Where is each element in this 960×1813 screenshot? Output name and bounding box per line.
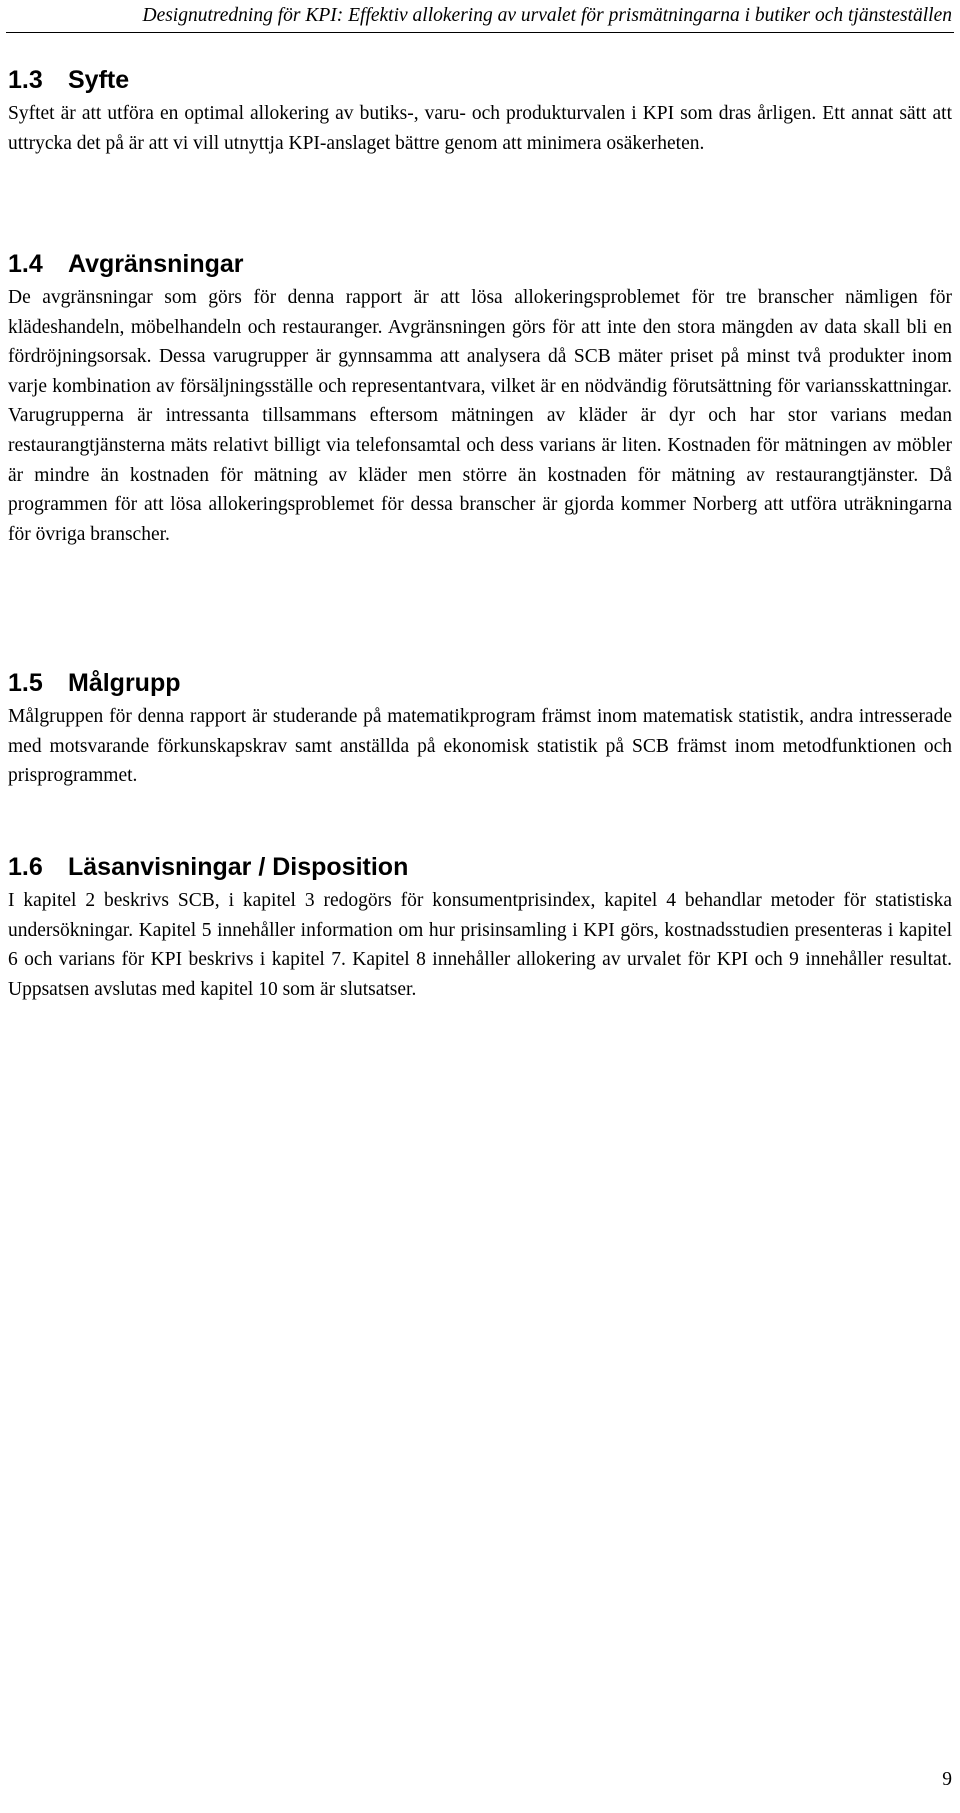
section-heading bbox=[8, 852, 952, 882]
section-number: 1.3 bbox=[8, 66, 43, 94]
page-number: 9 bbox=[942, 1769, 952, 1790]
section-number: 1.5 bbox=[8, 669, 43, 697]
section-lasanvisningar bbox=[8, 852, 952, 1004]
section-heading bbox=[8, 65, 952, 95]
section-number: 1.4 bbox=[8, 250, 43, 278]
section-syfte bbox=[8, 65, 952, 158]
section-avgransningar bbox=[8, 249, 952, 549]
section-number: 1.6 bbox=[8, 853, 43, 881]
section-heading bbox=[8, 249, 952, 279]
section-title: Avgränsningar bbox=[68, 250, 244, 278]
section-title: Läsanvisningar / Disposition bbox=[68, 853, 409, 881]
section-title: Syfte bbox=[68, 66, 130, 94]
header-divider bbox=[6, 32, 954, 33]
section-malgrupp bbox=[8, 668, 952, 791]
section-title: Målgrupp bbox=[68, 669, 181, 697]
section-body: I kapitel 2 beskrivs SCB, i kapitel 3 redogörs för konsumentprisindex, kapitel 4 behandlar metoder för statistiska undersökningar. Kapitel 5 innehåller information om hur prisinsamling i KPI görs, kostnadsstudien presenteras i kapitel 6 och varians för KPI beskrivs i kapitel 7. Kapitel 8 innehåller allokering av urvalet för KPI och 9 innehåller resultat. Uppsatsen avslutas med kapitel 10 som är slutsatser. bbox=[8, 890, 952, 1000]
section-heading bbox=[8, 668, 952, 698]
section-body: Målgruppen för denna rapport är studerande på matematikprogram främst inom matematisk statistik, andra intresserade med motsvarande förkunskapskrav samt anställda på ekonomisk statistik på SCB främst inom metodfunktionen och prisprogrammet. bbox=[8, 706, 952, 787]
running-header: Designutredning för KPI: Effektiv allokering av urvalet för prismätningarna i butiker och tjänsteställen bbox=[142, 5, 952, 26]
section-body: De avgränsningar som görs för denna rapport är att lösa allokeringsproblemet för tre branscher nämligen för klädeshandeln, möbelhandeln och restauranger. Avgränsningen görs för att inte den stora mängden av data skall bli en fördröjningsorsak. Dessa varugrupper är gynnsamma att analysera då SCB mäter priset på minst två produkter inom varje kombination av försäljningsställe och representantvara, vilket är en nödvändig förutsättning för variansskattningar. Varugrupperna är intressanta tillsammans eftersom mätningen av kläder är dyr och har stor varians medan restaurangtjänsterna mäts relativt billigt via telefonsamtal och dess varians är liten. Kostnaden för mätningen av möbler är mindre än kostnaden för mätning av kläder men större än kostnaden för mätning av restaurangtjänster. Då programmen för att lösa allokeringsproblemet för dessa branscher är gjorda kommer Norberg att utföra uträkningarna för övriga branscher. bbox=[8, 287, 952, 545]
section-body: Syftet är att utföra en optimal allokering av butiks-, varu- och produkturvalen i KPI som dras årligen. Ett annat sätt att uttrycka det på är att vi vill utnyttja KPI-anslaget bättre genom att minimera osäkerheten. bbox=[8, 103, 952, 154]
